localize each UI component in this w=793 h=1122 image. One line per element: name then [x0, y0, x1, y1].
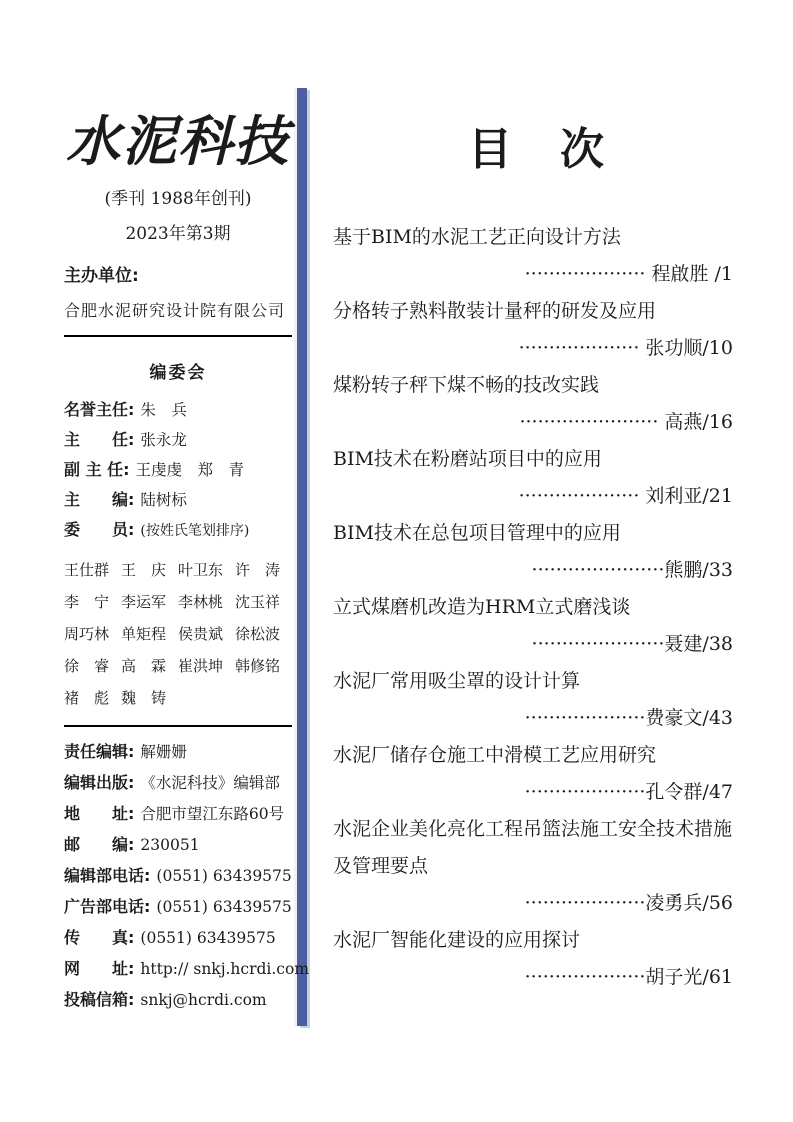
member-name: 徐 睿 — [64, 656, 110, 675]
issue-number: 2023年第3期 — [125, 223, 231, 244]
publication-row-label: 广告部电话: — [64, 896, 151, 916]
publication-row — [64, 803, 292, 834]
publication-row — [64, 896, 292, 927]
toc-entry-ref: ····················胡子光/61 — [524, 965, 733, 988]
toc-column — [333, 124, 755, 996]
board-row-label: 副 主 任: — [64, 459, 130, 479]
publication-row — [64, 958, 310, 989]
toc-entry-ref: ······················聂建/38 — [531, 632, 733, 655]
toc-entry-title: 水泥厂智能化建设的应用探讨 — [333, 928, 581, 951]
toc-entry-title: 立式煤磨机改造为HRM立式磨浅谈 — [333, 595, 631, 618]
toc-entry-title: 分格转子熟料散装计量秤的研发及应用 — [333, 299, 657, 322]
publication-row-value: 《水泥科技》编辑部 — [140, 773, 280, 792]
board-row — [64, 489, 292, 519]
toc-entry-ref: ····················孔令群/47 — [524, 780, 733, 803]
toc-entry-title: 及管理要点 — [333, 854, 429, 877]
board-row-value: 朱 兵 — [140, 400, 187, 419]
board-row-label: 主 编: — [64, 489, 135, 509]
publication-row-value: 230051 — [140, 835, 200, 854]
publication-row-label: 编辑出版: — [64, 772, 135, 792]
member-name: 高 霖 — [121, 656, 167, 675]
toc-entry-title: 水泥企业美化亮化工程吊篮法施工安全技术措施 — [333, 817, 733, 840]
member-name: 徐松波 — [235, 624, 281, 643]
board-row-value: 王虔虔 郑 青 — [135, 460, 245, 479]
toc-entry-title: 水泥厂储存仓施工中滑模工艺应用研究 — [333, 743, 657, 766]
member-name: 魏 铸 — [121, 688, 167, 707]
member-name: 褚 彪 — [64, 688, 110, 707]
board-row-label: 名誉主任: — [64, 399, 135, 419]
member-name: 叶卫东 — [178, 560, 224, 579]
publication-row — [64, 741, 292, 772]
toc-entry — [333, 922, 755, 996]
toc-entry-title: BIM技术在总包项目管理中的应用 — [333, 521, 621, 544]
publication-row-value: (0551) 63439575 — [156, 866, 292, 885]
publication-row — [64, 772, 292, 803]
member-name: 许 涛 — [235, 560, 281, 579]
toc-heading: 目 次 — [468, 124, 606, 175]
toc-entry — [333, 293, 755, 367]
toc-entry-ref: ···················· 张功顺/10 — [518, 336, 733, 359]
board-row — [64, 459, 292, 489]
publication-row-label: 邮 编: — [64, 834, 135, 854]
publication-row — [64, 865, 292, 896]
toc-entry — [333, 811, 755, 922]
member-name: 崔洪坤 — [178, 656, 224, 675]
toc-entry-title: BIM技术在粉磨站项目中的应用 — [333, 447, 602, 470]
publication-row-label: 网 址: — [64, 958, 135, 978]
board-row-label: 委 员: — [64, 519, 135, 539]
member-name: 沈玉祥 — [235, 592, 281, 611]
toc-entry-ref: ····················费豪文/43 — [524, 706, 733, 729]
editorial-board-heading: 编委会 — [149, 362, 207, 383]
journal-subtitle: (季刊 1988年创刊) — [104, 188, 252, 209]
toc-entry-ref: ······················· 高燕/16 — [519, 410, 733, 433]
toc-entry — [333, 219, 755, 293]
journal-title: 水泥科技 — [66, 109, 290, 173]
toc-entries — [333, 219, 755, 996]
publication-row-label: 地 址: — [64, 803, 135, 823]
horizontal-rule-bottom — [64, 725, 292, 727]
board-row — [64, 429, 292, 459]
member-name: 侯贵斌 — [178, 624, 224, 643]
toc-entry-ref: ···················· 刘利亚/21 — [518, 484, 733, 507]
publication-row — [64, 834, 292, 865]
board-row-value: 陆树标 — [140, 490, 187, 509]
board-row-value: 张永龙 — [140, 430, 187, 449]
board-row-label: 主 任: — [64, 429, 135, 449]
publication-row-label: 责任编辑: — [64, 741, 135, 761]
organizer-label: 主办单位: — [64, 265, 139, 286]
divider-bar — [297, 88, 307, 1026]
toc-entry-title: 煤粉转子秤下煤不畅的技改实践 — [333, 373, 600, 396]
toc-entry — [333, 663, 755, 737]
organizer-name: 合肥水泥研究设计院有限公司 — [64, 300, 286, 320]
member-name: 韩修铭 — [235, 656, 281, 675]
toc-entry-ref: ····················凌勇兵/56 — [524, 891, 733, 914]
toc-entry-title: 基于BIM的水泥工艺正向设计方法 — [333, 225, 621, 248]
toc-entry — [333, 515, 755, 589]
board-row — [64, 399, 292, 429]
publication-row-value: 解姗姗 — [140, 742, 187, 761]
publication-row-label: 投稿信箱: — [64, 989, 135, 1009]
horizontal-rule-top — [64, 335, 292, 337]
toc-entry — [333, 589, 755, 663]
publication-row-value: (0551) 63439575 — [140, 928, 276, 947]
toc-entry — [333, 737, 755, 811]
toc-entry-ref: ···················· 程啟胜 /1 — [524, 262, 733, 285]
toc-entry-title: 水泥厂常用吸尘罩的设计计算 — [333, 669, 581, 692]
left-column — [64, 108, 310, 1020]
board-row-value: (按姓氏笔划排序) — [140, 522, 250, 539]
member-name: 李林桃 — [178, 592, 224, 611]
publication-row-value: snkj@hcrdi.com — [140, 990, 267, 1009]
publication-row-label: 编辑部电话: — [64, 865, 151, 885]
member-name: 王仕群 — [64, 560, 110, 579]
member-name: 王 庆 — [121, 560, 167, 579]
publication-row-value: http:// snkj.hcrdi.com — [140, 959, 310, 978]
board-row — [64, 519, 292, 549]
member-name: 李 宁 — [64, 592, 110, 611]
publication-row-value: (0551) 63439575 — [156, 897, 292, 916]
publication-info — [64, 741, 310, 1020]
toc-entry — [333, 441, 755, 515]
publication-row-value: 合肥市望江东路60号 — [140, 804, 285, 823]
publication-row-label: 传 真: — [64, 927, 135, 947]
publication-row — [64, 927, 292, 958]
member-name: 李运军 — [121, 592, 167, 611]
toc-entry-ref: ······················熊鹏/33 — [531, 558, 733, 581]
member-name: 周巧林 — [64, 624, 110, 643]
members-grid — [64, 559, 292, 708]
member-name: 单矩程 — [121, 624, 167, 643]
publication-row — [64, 989, 292, 1020]
editorial-board-rows — [64, 399, 292, 549]
toc-entry — [333, 367, 755, 441]
